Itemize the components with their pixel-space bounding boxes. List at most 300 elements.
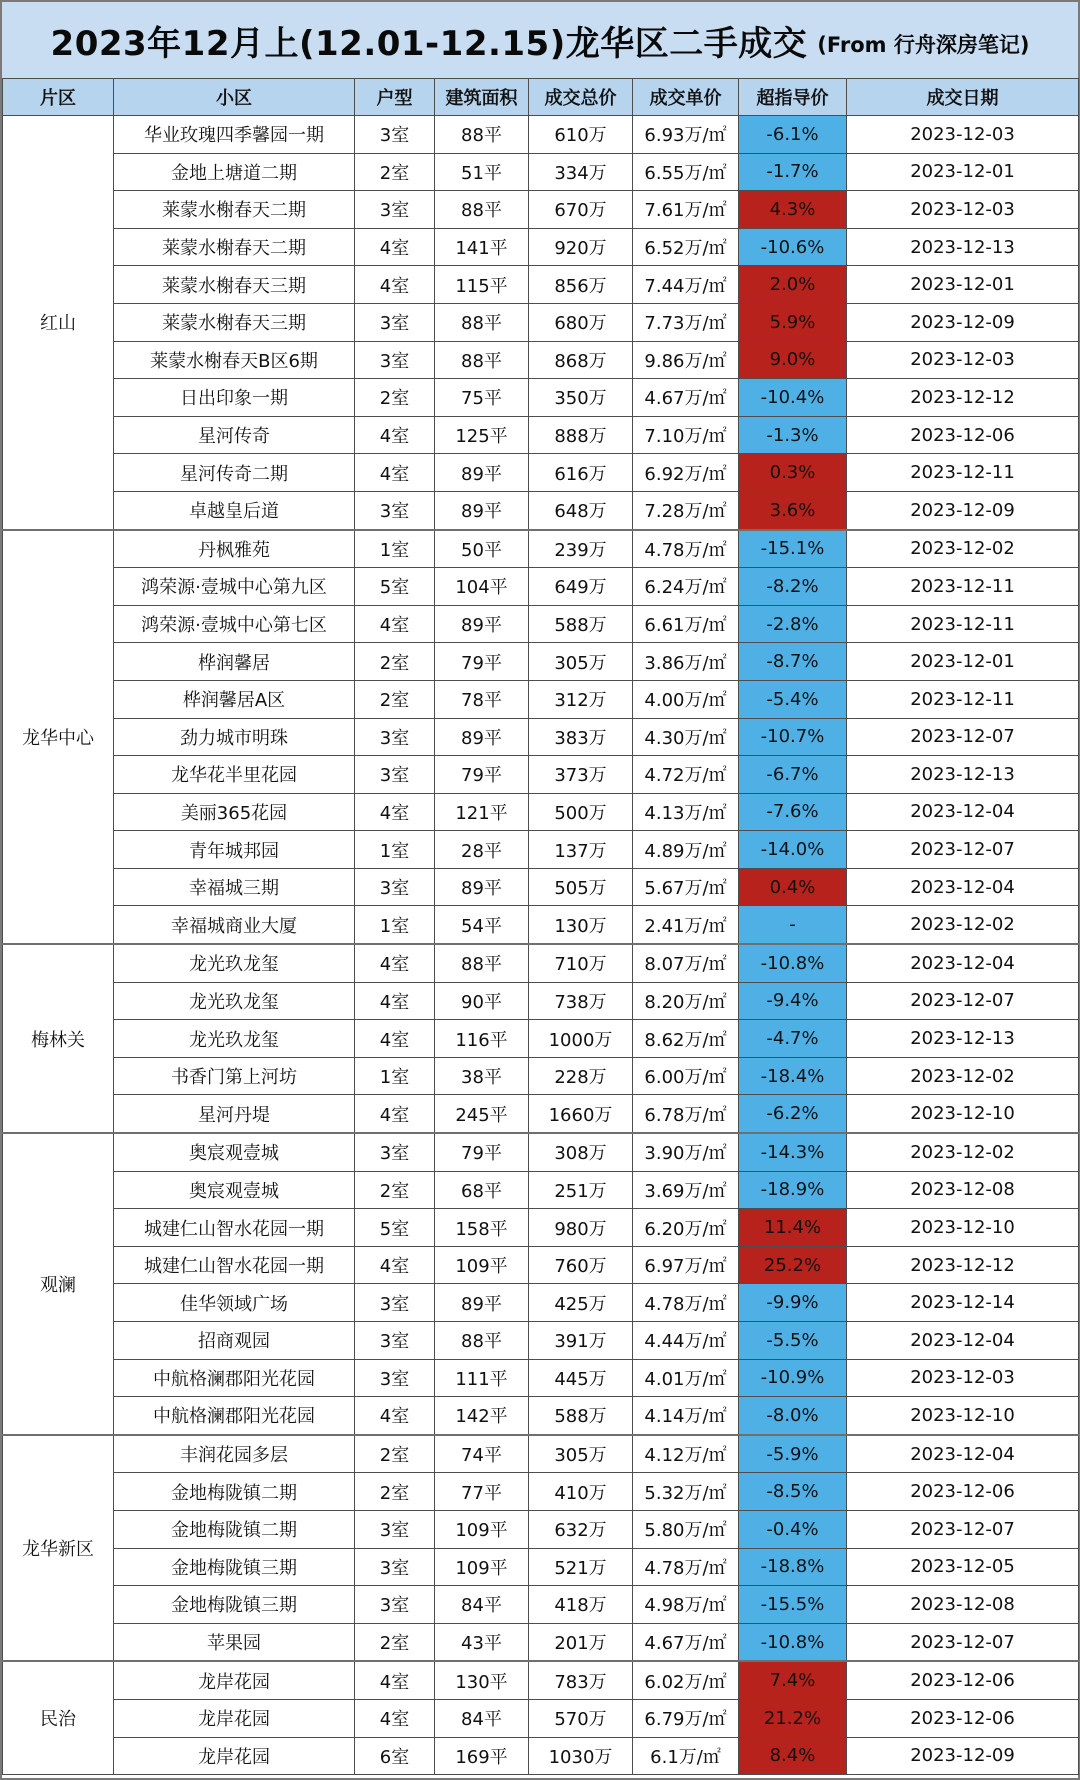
community-cell: 莱蒙水榭春天二期: [114, 191, 355, 229]
area-cell: 169平: [435, 1737, 529, 1775]
date-cell: 2023-12-08: [847, 1171, 1079, 1209]
guide-premium-cell: 8.4%: [739, 1737, 847, 1775]
date-cell: 2023-12-05: [847, 1548, 1079, 1586]
guide-premium-cell: -15.5%: [739, 1586, 847, 1624]
layout-cell: 5室: [355, 1209, 435, 1247]
guide-premium-cell: -9.9%: [739, 1284, 847, 1322]
guide-premium-cell: -5.5%: [739, 1322, 847, 1360]
community-cell: 丰润花园多层: [114, 1435, 355, 1473]
table-row: [3, 1095, 1079, 1133]
total-price-cell: 505万: [529, 868, 633, 906]
date-cell: 2023-12-07: [847, 1623, 1079, 1661]
total-price-cell: 670万: [529, 191, 633, 229]
area-cell: 88平: [435, 341, 529, 379]
area-cell: 28平: [435, 831, 529, 869]
table-row: [3, 303, 1079, 341]
area-cell: 88平: [435, 1322, 529, 1360]
layout-cell: 4室: [355, 982, 435, 1020]
table-row: [3, 718, 1079, 756]
guide-premium-cell: -10.8%: [739, 1623, 847, 1661]
community-cell: 金地梅陇镇二期: [114, 1510, 355, 1548]
total-price-cell: 632万: [529, 1510, 633, 1548]
table-row: [3, 605, 1079, 643]
total-price-cell: 350万: [529, 379, 633, 417]
date-cell: 2023-12-12: [847, 379, 1079, 417]
unit-price-cell: 3.69万/㎡: [633, 1171, 739, 1209]
layout-cell: 1室: [355, 906, 435, 944]
unit-price-cell: 6.02万/㎡: [633, 1661, 739, 1699]
layout-cell: 4室: [355, 454, 435, 492]
area-cell: 84平: [435, 1699, 529, 1737]
title-bar: [2, 2, 1078, 80]
total-price-cell: 251万: [529, 1171, 633, 1209]
date-cell: 2023-12-01: [847, 643, 1079, 681]
unit-price-cell: 3.86万/㎡: [633, 643, 739, 681]
total-price-cell: 760万: [529, 1246, 633, 1284]
col-header-unit-price: 成交单价: [633, 79, 739, 116]
date-cell: 2023-12-10: [847, 1397, 1079, 1435]
unit-price-cell: 6.20万/㎡: [633, 1209, 739, 1247]
date-cell: 2023-12-09: [847, 303, 1079, 341]
community-cell: 书香门第上河坊: [114, 1057, 355, 1095]
total-price-cell: 418万: [529, 1586, 633, 1624]
area-cell: 51平: [435, 153, 529, 191]
guide-premium-cell: -14.3%: [739, 1133, 847, 1171]
layout-cell: 2室: [355, 379, 435, 417]
community-cell: 青年城邦园: [114, 831, 355, 869]
table-row: [3, 1133, 1079, 1171]
table-row: [3, 1284, 1079, 1322]
date-cell: 2023-12-10: [847, 1095, 1079, 1133]
community-cell: 金地梅陇镇三期: [114, 1586, 355, 1624]
unit-price-cell: 8.20万/㎡: [633, 982, 739, 1020]
guide-premium-cell: 25.2%: [739, 1246, 847, 1284]
total-price-cell: 383万: [529, 718, 633, 756]
layout-cell: 3室: [355, 1586, 435, 1624]
area-cell: 125平: [435, 416, 529, 454]
table-row: [3, 228, 1079, 266]
total-price-cell: 239万: [529, 530, 633, 568]
unit-price-cell: 6.52万/㎡: [633, 228, 739, 266]
area-cell: 90平: [435, 982, 529, 1020]
guide-premium-cell: 5.9%: [739, 303, 847, 341]
col-header-community: 小区: [114, 79, 355, 116]
layout-cell: 2室: [355, 1435, 435, 1473]
layout-cell: 3室: [355, 116, 435, 154]
date-cell: 2023-12-10: [847, 1209, 1079, 1247]
district-cell: 龙华新区: [3, 1435, 114, 1662]
guide-premium-cell: -8.0%: [739, 1397, 847, 1435]
layout-cell: 4室: [355, 1246, 435, 1284]
guide-premium-cell: -15.1%: [739, 530, 847, 568]
community-cell: 日出印象一期: [114, 379, 355, 417]
unit-price-cell: 4.72万/㎡: [633, 756, 739, 794]
total-price-cell: 588万: [529, 605, 633, 643]
date-cell: 2023-12-07: [847, 982, 1079, 1020]
area-cell: 88平: [435, 944, 529, 982]
table-row: [3, 756, 1079, 794]
date-cell: 2023-12-02: [847, 530, 1079, 568]
total-price-cell: 391万: [529, 1322, 633, 1360]
layout-cell: 4室: [355, 1661, 435, 1699]
unit-price-cell: 7.28万/㎡: [633, 491, 739, 529]
guide-premium-cell: 0.3%: [739, 454, 847, 492]
table-row: [3, 530, 1079, 568]
date-cell: 2023-12-07: [847, 718, 1079, 756]
table-row: [3, 266, 1079, 304]
area-cell: 89平: [435, 868, 529, 906]
table-row: [3, 341, 1079, 379]
area-cell: 121平: [435, 793, 529, 831]
guide-premium-cell: 3.6%: [739, 491, 847, 529]
date-cell: 2023-12-11: [847, 568, 1079, 606]
area-cell: 54平: [435, 906, 529, 944]
unit-price-cell: 5.67万/㎡: [633, 868, 739, 906]
layout-cell: 4室: [355, 1095, 435, 1133]
total-price-cell: 888万: [529, 416, 633, 454]
total-price-cell: 521万: [529, 1548, 633, 1586]
total-price-cell: 334万: [529, 153, 633, 191]
unit-price-cell: 8.07万/㎡: [633, 944, 739, 982]
community-cell: 卓越皇后道: [114, 491, 355, 529]
area-cell: 89平: [435, 718, 529, 756]
guide-premium-cell: -0.4%: [739, 1510, 847, 1548]
area-cell: 74平: [435, 1435, 529, 1473]
area-cell: 38平: [435, 1057, 529, 1095]
transactions-table: [2, 78, 1079, 1775]
area-cell: 77平: [435, 1473, 529, 1511]
area-cell: 111平: [435, 1359, 529, 1397]
guide-premium-cell: -: [739, 906, 847, 944]
unit-price-cell: 7.44万/㎡: [633, 266, 739, 304]
layout-cell: 3室: [355, 1548, 435, 1586]
date-cell: 2023-12-07: [847, 831, 1079, 869]
unit-price-cell: 6.55万/㎡: [633, 153, 739, 191]
date-cell: 2023-12-03: [847, 116, 1079, 154]
total-price-cell: 373万: [529, 756, 633, 794]
date-cell: 2023-12-09: [847, 491, 1079, 529]
community-cell: 苹果园: [114, 1623, 355, 1661]
community-cell: 奥宸观壹城: [114, 1171, 355, 1209]
community-cell: 龙岸花园: [114, 1737, 355, 1775]
area-cell: 158平: [435, 1209, 529, 1247]
date-cell: 2023-12-03: [847, 341, 1079, 379]
layout-cell: 3室: [355, 303, 435, 341]
table-row: [3, 568, 1079, 606]
layout-cell: 5室: [355, 568, 435, 606]
date-cell: 2023-12-08: [847, 1586, 1079, 1624]
community-cell: 鸿荣源·壹城中心第九区: [114, 568, 355, 606]
guide-premium-cell: -10.7%: [739, 718, 847, 756]
table-row: [3, 416, 1079, 454]
unit-price-cell: 4.00万/㎡: [633, 680, 739, 718]
date-cell: 2023-12-04: [847, 793, 1079, 831]
layout-cell: 4室: [355, 605, 435, 643]
area-cell: 115平: [435, 266, 529, 304]
table-row: [3, 1435, 1079, 1473]
layout-cell: 1室: [355, 530, 435, 568]
guide-premium-cell: -5.4%: [739, 680, 847, 718]
total-price-cell: 305万: [529, 1435, 633, 1473]
unit-price-cell: 4.78万/㎡: [633, 1284, 739, 1322]
table-row: [3, 1548, 1079, 1586]
district-cell: 梅林关: [3, 944, 114, 1133]
total-price-cell: 980万: [529, 1209, 633, 1247]
guide-premium-cell: -18.4%: [739, 1057, 847, 1095]
total-price-cell: 868万: [529, 341, 633, 379]
community-cell: 劲力城市明珠: [114, 718, 355, 756]
total-price-cell: 500万: [529, 793, 633, 831]
layout-cell: 2室: [355, 680, 435, 718]
layout-cell: 3室: [355, 718, 435, 756]
col-header-date: 成交日期: [847, 79, 1079, 116]
total-price-cell: 783万: [529, 1661, 633, 1699]
date-cell: 2023-12-04: [847, 1435, 1079, 1473]
total-price-cell: 228万: [529, 1057, 633, 1095]
table-row: [3, 793, 1079, 831]
guide-premium-cell: 0.4%: [739, 868, 847, 906]
total-price-cell: 130万: [529, 906, 633, 944]
unit-price-cell: 4.67万/㎡: [633, 379, 739, 417]
table-row: [3, 1209, 1079, 1247]
area-cell: 104平: [435, 568, 529, 606]
guide-premium-cell: -5.9%: [739, 1435, 847, 1473]
table-row: [3, 116, 1079, 154]
area-cell: 79平: [435, 756, 529, 794]
guide-premium-cell: -14.0%: [739, 831, 847, 869]
area-cell: 89平: [435, 454, 529, 492]
date-cell: 2023-12-13: [847, 756, 1079, 794]
area-cell: 116平: [435, 1020, 529, 1058]
col-header-total-price: 成交总价: [529, 79, 633, 116]
total-price-cell: 920万: [529, 228, 633, 266]
total-price-cell: 856万: [529, 266, 633, 304]
community-cell: 奥宸观壹城: [114, 1133, 355, 1171]
area-cell: 84平: [435, 1586, 529, 1624]
area-cell: 89平: [435, 1284, 529, 1322]
table-row: [3, 379, 1079, 417]
date-cell: 2023-12-13: [847, 228, 1079, 266]
date-cell: 2023-12-02: [847, 906, 1079, 944]
guide-premium-cell: -9.4%: [739, 982, 847, 1020]
area-cell: 79平: [435, 1133, 529, 1171]
district-cell: 民治: [3, 1661, 114, 1774]
date-cell: 2023-12-06: [847, 1473, 1079, 1511]
area-cell: 109平: [435, 1510, 529, 1548]
unit-price-cell: 7.73万/㎡: [633, 303, 739, 341]
total-price-cell: 308万: [529, 1133, 633, 1171]
community-cell: 金地梅陇镇三期: [114, 1548, 355, 1586]
layout-cell: 2室: [355, 153, 435, 191]
community-cell: 美丽365花园: [114, 793, 355, 831]
unit-price-cell: 6.97万/㎡: [633, 1246, 739, 1284]
guide-premium-cell: -7.6%: [739, 793, 847, 831]
district-cell: 龙华中心: [3, 530, 114, 945]
layout-cell: 3室: [355, 341, 435, 379]
table-row: [3, 906, 1079, 944]
community-cell: 鸿荣源·壹城中心第七区: [114, 605, 355, 643]
table-row: [3, 191, 1079, 229]
community-cell: 城建仁山智水花园一期: [114, 1209, 355, 1247]
table-row: [3, 831, 1079, 869]
total-price-cell: 738万: [529, 982, 633, 1020]
layout-cell: 4室: [355, 416, 435, 454]
area-cell: 43平: [435, 1623, 529, 1661]
date-cell: 2023-12-01: [847, 266, 1079, 304]
table-row: [3, 982, 1079, 1020]
community-cell: 华业玫瑰四季馨园一期: [114, 116, 355, 154]
source-note: (From 行舟深房笔记): [817, 33, 1030, 57]
date-cell: 2023-12-02: [847, 1133, 1079, 1171]
layout-cell: 4室: [355, 266, 435, 304]
table-row: [3, 643, 1079, 681]
col-header-layout: 户型: [355, 79, 435, 116]
layout-cell: 2室: [355, 643, 435, 681]
unit-price-cell: 4.12万/㎡: [633, 1435, 739, 1473]
total-price-cell: 1660万: [529, 1095, 633, 1133]
unit-price-cell: 4.13万/㎡: [633, 793, 739, 831]
total-price-cell: 1000万: [529, 1020, 633, 1058]
date-cell: 2023-12-14: [847, 1284, 1079, 1322]
area-cell: 109平: [435, 1246, 529, 1284]
layout-cell: 1室: [355, 831, 435, 869]
guide-premium-cell: -2.8%: [739, 605, 847, 643]
community-cell: 莱蒙水榭春天二期: [114, 228, 355, 266]
table-row: [3, 491, 1079, 529]
guide-premium-cell: 11.4%: [739, 1209, 847, 1247]
area-cell: 89平: [435, 605, 529, 643]
unit-price-cell: 4.89万/㎡: [633, 831, 739, 869]
area-cell: 130平: [435, 1661, 529, 1699]
total-price-cell: 425万: [529, 1284, 633, 1322]
table-row: [3, 1246, 1079, 1284]
date-cell: 2023-12-02: [847, 1057, 1079, 1095]
table-row: [3, 680, 1079, 718]
total-price-cell: 680万: [529, 303, 633, 341]
table-row: [3, 1737, 1079, 1775]
guide-premium-cell: -6.2%: [739, 1095, 847, 1133]
guide-premium-cell: 9.0%: [739, 341, 847, 379]
layout-cell: 6室: [355, 1737, 435, 1775]
total-price-cell: 588万: [529, 1397, 633, 1435]
community-cell: 幸福城商业大厦: [114, 906, 355, 944]
page-title: 2023年12月上(12.01-12.15)龙华区二手成交: [50, 23, 808, 64]
total-price-cell: 649万: [529, 568, 633, 606]
guide-premium-cell: -8.2%: [739, 568, 847, 606]
community-cell: 星河传奇二期: [114, 454, 355, 492]
layout-cell: 4室: [355, 1020, 435, 1058]
guide-premium-cell: -10.6%: [739, 228, 847, 266]
area-cell: 50平: [435, 530, 529, 568]
total-price-cell: 305万: [529, 643, 633, 681]
total-price-cell: 570万: [529, 1699, 633, 1737]
date-cell: 2023-12-04: [847, 1322, 1079, 1360]
community-cell: 丹枫雅苑: [114, 530, 355, 568]
community-cell: 龙光玖龙玺: [114, 944, 355, 982]
date-cell: 2023-12-13: [847, 1020, 1079, 1058]
unit-price-cell: 4.78万/㎡: [633, 1548, 739, 1586]
unit-price-cell: 5.80万/㎡: [633, 1510, 739, 1548]
date-cell: 2023-12-04: [847, 944, 1079, 982]
date-cell: 2023-12-06: [847, 416, 1079, 454]
guide-premium-cell: -6.1%: [739, 116, 847, 154]
unit-price-cell: 4.44万/㎡: [633, 1322, 739, 1360]
table-row: [3, 1661, 1079, 1699]
district-cell: 观澜: [3, 1133, 114, 1435]
col-header-district: 片区: [3, 79, 114, 116]
table-row: [3, 1322, 1079, 1360]
area-cell: 141平: [435, 228, 529, 266]
layout-cell: 4室: [355, 793, 435, 831]
layout-cell: 3室: [355, 191, 435, 229]
layout-cell: 3室: [355, 1133, 435, 1171]
guide-premium-cell: 7.4%: [739, 1661, 847, 1699]
guide-premium-cell: -1.3%: [739, 416, 847, 454]
date-cell: 2023-12-11: [847, 454, 1079, 492]
date-cell: 2023-12-07: [847, 1510, 1079, 1548]
community-cell: 莱蒙水榭春天三期: [114, 303, 355, 341]
guide-premium-cell: -18.8%: [739, 1548, 847, 1586]
total-price-cell: 710万: [529, 944, 633, 982]
area-cell: 79平: [435, 643, 529, 681]
community-cell: 佳华领域广场: [114, 1284, 355, 1322]
table-row: [3, 1699, 1079, 1737]
area-cell: 88平: [435, 116, 529, 154]
layout-cell: 4室: [355, 1397, 435, 1435]
community-cell: 桦润馨居A区: [114, 680, 355, 718]
table-row: [3, 944, 1079, 982]
guide-premium-cell: 21.2%: [739, 1699, 847, 1737]
community-cell: 莱蒙水榭春天B区6期: [114, 341, 355, 379]
unit-price-cell: 6.78万/㎡: [633, 1095, 739, 1133]
guide-premium-cell: -4.7%: [739, 1020, 847, 1058]
area-cell: 109平: [435, 1548, 529, 1586]
layout-cell: 3室: [355, 1284, 435, 1322]
table-row: [3, 454, 1079, 492]
guide-premium-cell: -10.8%: [739, 944, 847, 982]
date-cell: 2023-12-03: [847, 191, 1079, 229]
layout-cell: 2室: [355, 1473, 435, 1511]
unit-price-cell: 4.78万/㎡: [633, 530, 739, 568]
layout-cell: 4室: [355, 944, 435, 982]
area-cell: 78平: [435, 680, 529, 718]
unit-price-cell: 6.79万/㎡: [633, 1699, 739, 1737]
community-cell: 中航格澜郡阳光花园: [114, 1359, 355, 1397]
table-row: [3, 1473, 1079, 1511]
unit-price-cell: 6.61万/㎡: [633, 605, 739, 643]
unit-price-cell: 6.24万/㎡: [633, 568, 739, 606]
table-row: [3, 1171, 1079, 1209]
col-header-area: 建筑面积: [435, 79, 529, 116]
unit-price-cell: 6.92万/㎡: [633, 454, 739, 492]
area-cell: 245平: [435, 1095, 529, 1133]
unit-price-cell: 3.90万/㎡: [633, 1133, 739, 1171]
guide-premium-cell: -10.4%: [739, 379, 847, 417]
community-cell: 龙光玖龙玺: [114, 982, 355, 1020]
table-row: [3, 1623, 1079, 1661]
unit-price-cell: 9.86万/㎡: [633, 341, 739, 379]
unit-price-cell: 4.14万/㎡: [633, 1397, 739, 1435]
area-cell: 88平: [435, 191, 529, 229]
table-body: [3, 116, 1079, 1775]
community-cell: 金地上塘道二期: [114, 153, 355, 191]
total-price-cell: 201万: [529, 1623, 633, 1661]
total-price-cell: 616万: [529, 454, 633, 492]
unit-price-cell: 8.62万/㎡: [633, 1020, 739, 1058]
guide-premium-cell: -18.9%: [739, 1171, 847, 1209]
table-row: [3, 868, 1079, 906]
layout-cell: 2室: [355, 1171, 435, 1209]
